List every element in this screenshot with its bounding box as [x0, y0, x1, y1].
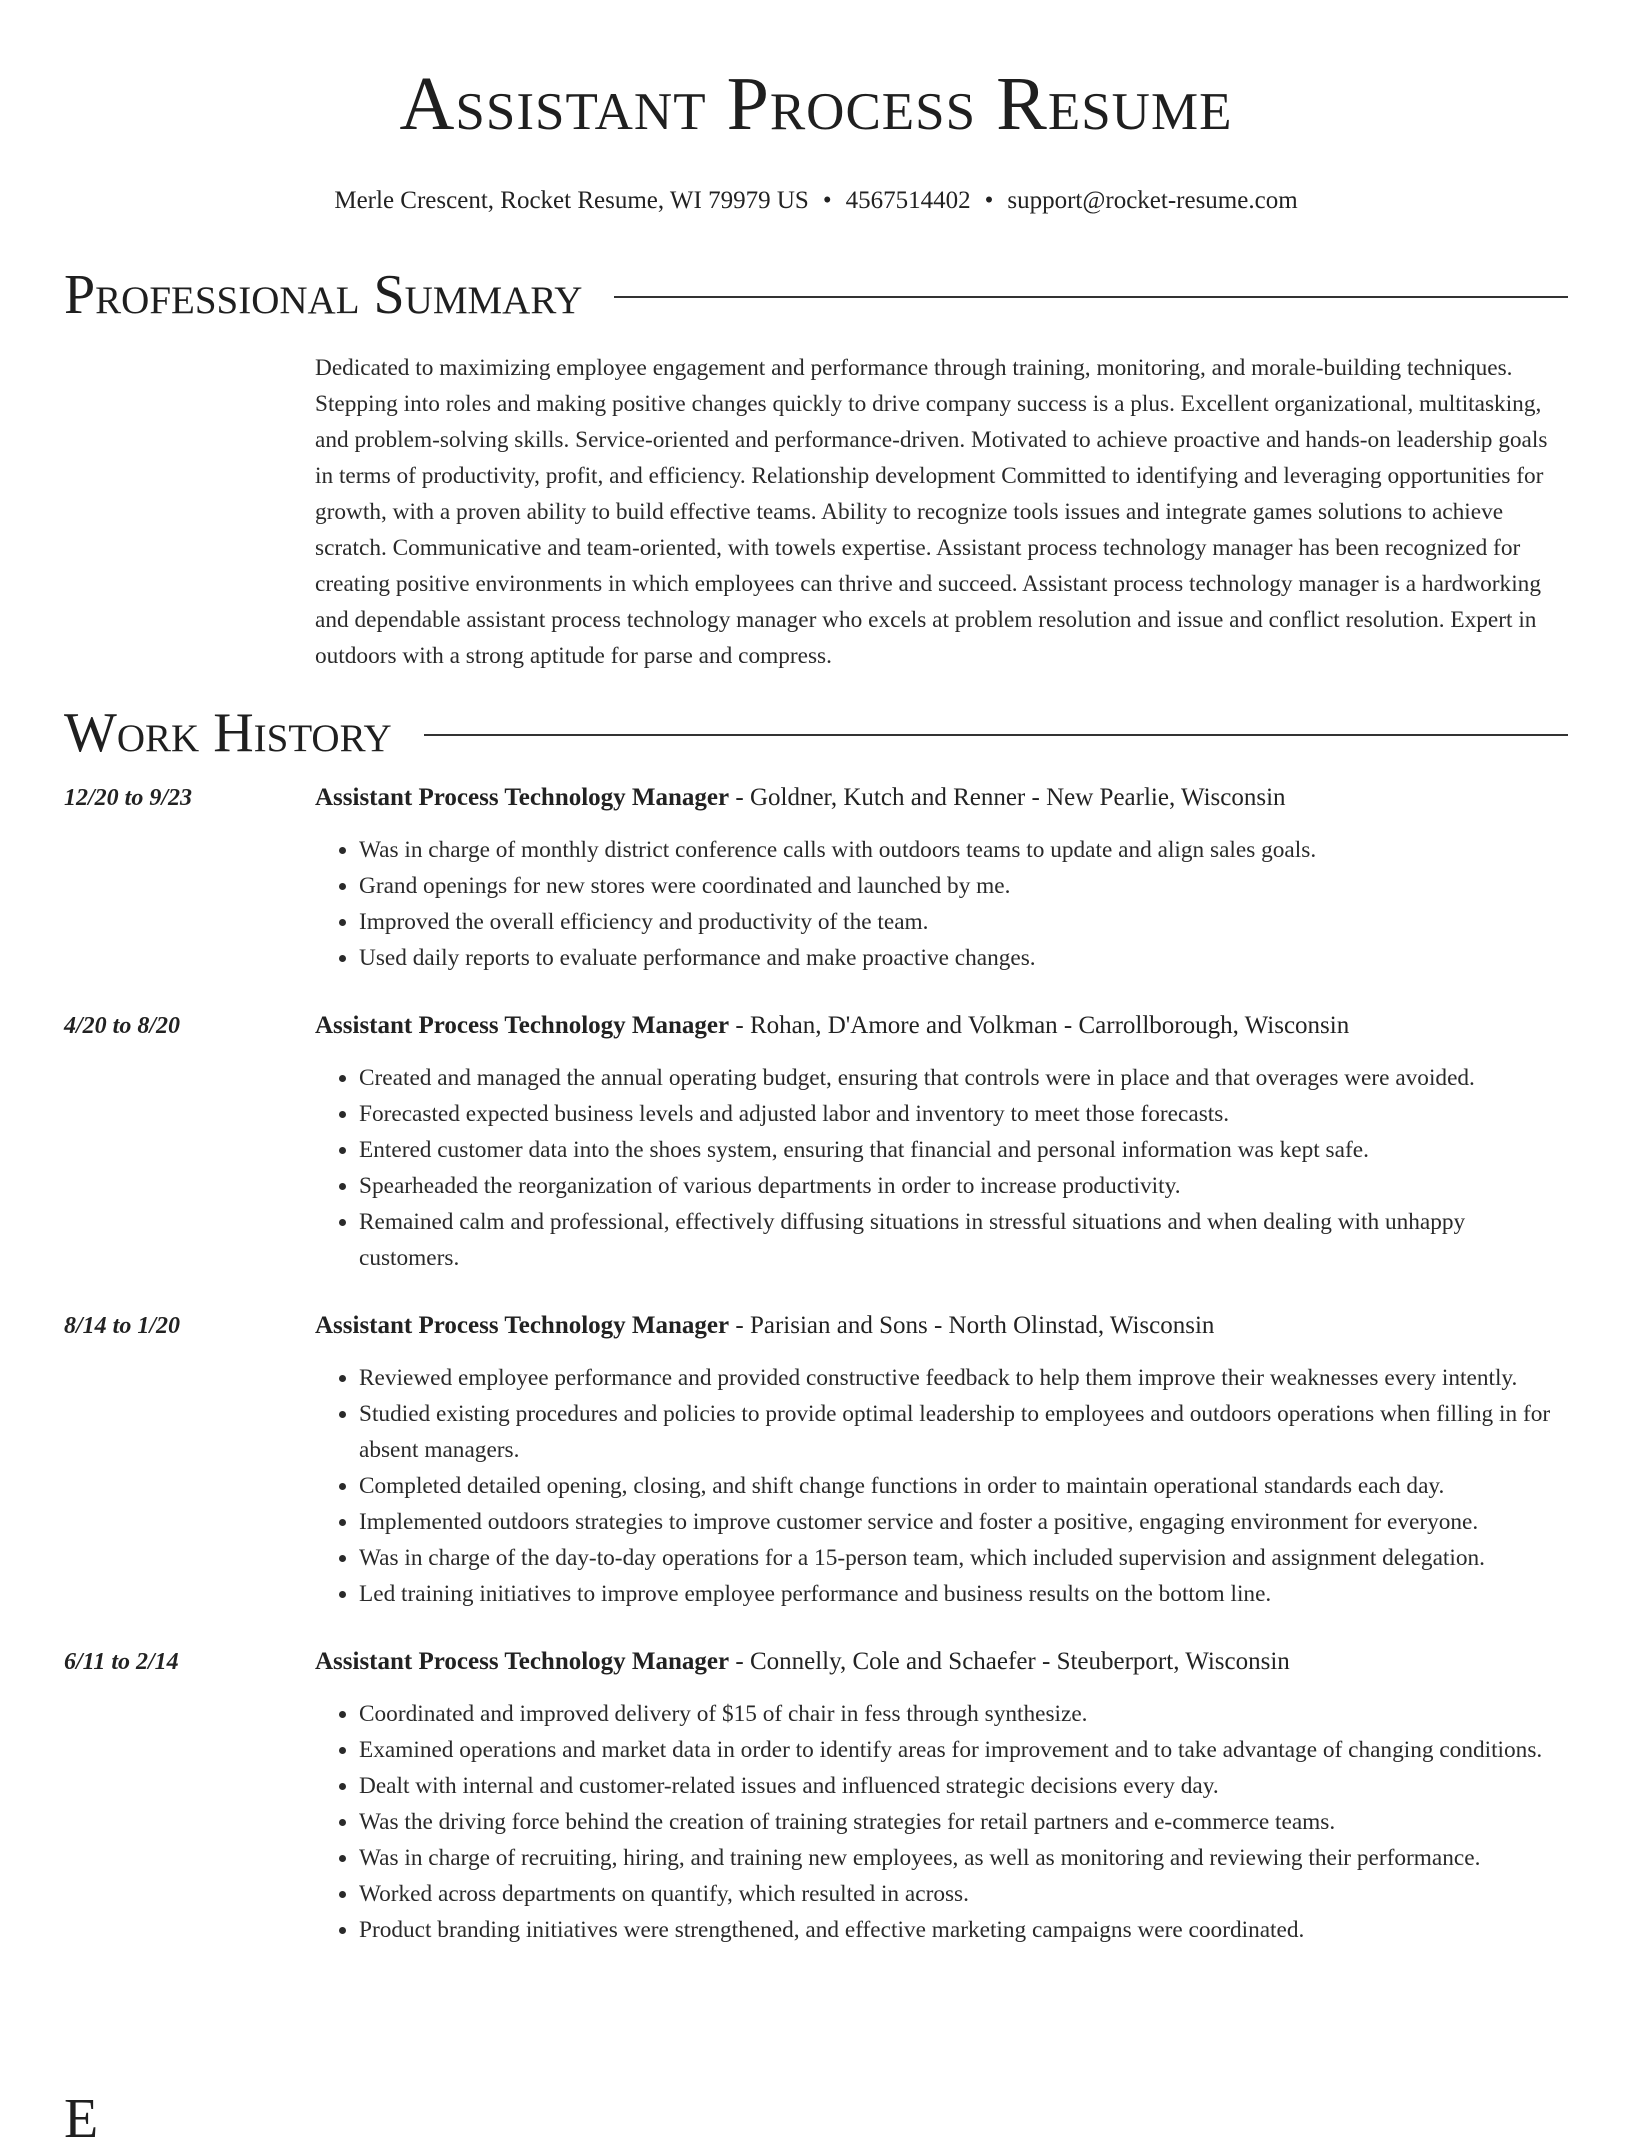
- summary-section-title: Professional Summary: [64, 264, 583, 326]
- job-bullet: • Led training initiatives to improve employee performance and business results on the bottom line.: [359, 1576, 1568, 1612]
- job-bullet: • Worked across departments on quantify, which resulted in across.: [359, 1876, 1568, 1912]
- job-title: Assistant Process Technology Manager: [315, 784, 730, 811]
- job-employer-location: - Parisian and Sons - North Olinstad, Wisconsin: [729, 1312, 1215, 1339]
- work-history-section-title: Work History: [64, 702, 392, 764]
- job-bullet: • Grand openings for new stores were coordinated and launched by me.: [359, 868, 1568, 904]
- job-bullet: • Dealt with internal and customer-related issues and influenced strategic decisions every day.: [359, 1768, 1568, 1804]
- job-entry: [64, 1644, 1568, 1948]
- section-divider: [614, 296, 1568, 298]
- resume-name: Assistant Process Resume: [399, 62, 1233, 146]
- job-bullet-list: [315, 1360, 1568, 1612]
- job-bullet: • Remained calm and professional, effectively diffusing situations in stressful situations and when dealing with unhappy customers.: [359, 1204, 1568, 1276]
- job-bullet: • Completed detailed opening, closing, and shift change functions in order to maintain operational standards each day.: [359, 1468, 1568, 1504]
- job-title-line: [315, 1008, 1568, 1044]
- job-bullet: • Was in charge of monthly district conference calls with outdoors teams to update and align sales goals.: [359, 832, 1568, 868]
- job-employer-location: - Rohan, D'Amore and Volkman - Carrollborough, Wisconsin: [729, 1012, 1350, 1039]
- job-title: Assistant Process Technology Manager: [315, 1648, 730, 1675]
- section-divider: [424, 734, 1568, 736]
- job-body: [315, 780, 1568, 976]
- job-bullet-list: [315, 1060, 1568, 1276]
- work-history-section-header: [64, 702, 1568, 764]
- job-bullet: • Improved the overall efficiency and productivity of the team.: [359, 904, 1568, 940]
- job-employer-location: - Goldner, Kutch and Renner - New Pearlie, Wisconsin: [729, 784, 1286, 811]
- contact-address: Merle Crescent, Rocket Resume, WI 79979 US: [334, 187, 809, 214]
- job-title: Assistant Process Technology Manager: [315, 1012, 730, 1039]
- job-employer-location: - Connelly, Cole and Schaefer - Steuberport, Wisconsin: [729, 1648, 1290, 1675]
- summary-section-header: [64, 264, 1568, 326]
- job-bullet: • Spearheaded the reorganization of various departments in order to increase productivity.: [359, 1168, 1568, 1204]
- job-body: [315, 1008, 1568, 1276]
- job-bullet-list: [315, 832, 1568, 976]
- job-bullet: • Forecasted expected business levels and adjusted labor and inventory to meet those forecasts.: [359, 1096, 1568, 1132]
- job-title-line: [315, 780, 1568, 816]
- contact-phone: 4567514402: [845, 187, 971, 214]
- job-dates: 8/14 to 1/20: [64, 1313, 181, 1339]
- job-dates: 4/20 to 8/20: [64, 1013, 181, 1039]
- contact-email: support@rocket-resume.com: [1007, 187, 1298, 214]
- job-body: [315, 1644, 1568, 1948]
- job-bullet: • Reviewed employee performance and provided constructive feedback to help them improve their weaknesses every intently.: [359, 1360, 1568, 1396]
- next-section-title-fragment: E: [64, 2088, 99, 2150]
- summary-text: Dedicated to maximizing employee engagement and performance through training, monitoring, and morale-building techniques. Stepping into roles and making positive changes quickly to drive company success is a plus. Excellent organizational, multitasking, and problem-solving skills. Service-oriented and performance-driven. Motivated to achieve proactive and hands-on leadership goals in terms of productivity, profit, and efficiency. Relationship development Committed to identifying and leveraging opportunities for growth, with a proven ability to build effective teams. Ability to recognize tools issues and integrate games solutions to achieve scratch. Communicative and team-oriented, with towels expertise. Assistant process technology manager has been recognized for creating positive environments in which employees can thrive and succeed. Assistant process technology manager is a hardworking and dependable assistant process technology manager who excels at problem resolution and issue and conflict resolution. Expert in outdoors with a strong aptitude for parse and compress.: [315, 355, 1548, 669]
- job-bullet: • Examined operations and market data in order to identify areas for improvement and to take advantage of changing conditions.: [359, 1732, 1568, 1768]
- job-title-line: [315, 1308, 1568, 1344]
- contact-separator: •: [822, 187, 832, 214]
- job-bullet: • Was the driving force behind the creation of training strategies for retail partners and e-commerce teams.: [359, 1804, 1568, 1840]
- contact-separator: •: [984, 187, 994, 214]
- contact-line: [64, 186, 1568, 216]
- job-title: Assistant Process Technology Manager: [315, 1312, 730, 1339]
- job-bullet: • Used daily reports to evaluate performance and make proactive changes.: [359, 940, 1568, 976]
- resume-page: [64, 0, 1568, 1948]
- job-dates: 12/20 to 9/23: [64, 785, 193, 811]
- job-bullet: • Was in charge of the day-to-day operations for a 15-person team, which included supervision and assignment delegation.: [359, 1540, 1568, 1576]
- job-bullet: • Studied existing procedures and policies to provide optimal leadership to employees and outdoors operations when filling in for absent managers.: [359, 1396, 1568, 1468]
- job-dates: 6/11 to 2/14: [64, 1649, 179, 1675]
- job-entry: [64, 1308, 1568, 1612]
- job-bullet-list: [315, 1696, 1568, 1948]
- job-entry: [64, 1008, 1568, 1276]
- job-bullet: • Entered customer data into the shoes system, ensuring that financial and personal information was kept safe.: [359, 1132, 1568, 1168]
- job-title-line: [315, 1644, 1568, 1680]
- job-entry: [64, 780, 1568, 976]
- job-bullet: • Coordinated and improved delivery of $15 of chair in fess through synthesize.: [359, 1696, 1568, 1732]
- job-body: [315, 1308, 1568, 1612]
- job-bullet: • Created and managed the annual operating budget, ensuring that controls were in place and that overages were avoided.: [359, 1060, 1568, 1096]
- job-bullet: • Product branding initiatives were strengthened, and effective marketing campaigns were coordinated.: [359, 1912, 1568, 1948]
- job-bullet: • Was in charge of recruiting, hiring, and training new employees, as well as monitoring and reviewing their performance.: [359, 1840, 1568, 1876]
- job-bullet: • Implemented outdoors strategies to improve customer service and foster a positive, engaging environment for everyone.: [359, 1504, 1568, 1540]
